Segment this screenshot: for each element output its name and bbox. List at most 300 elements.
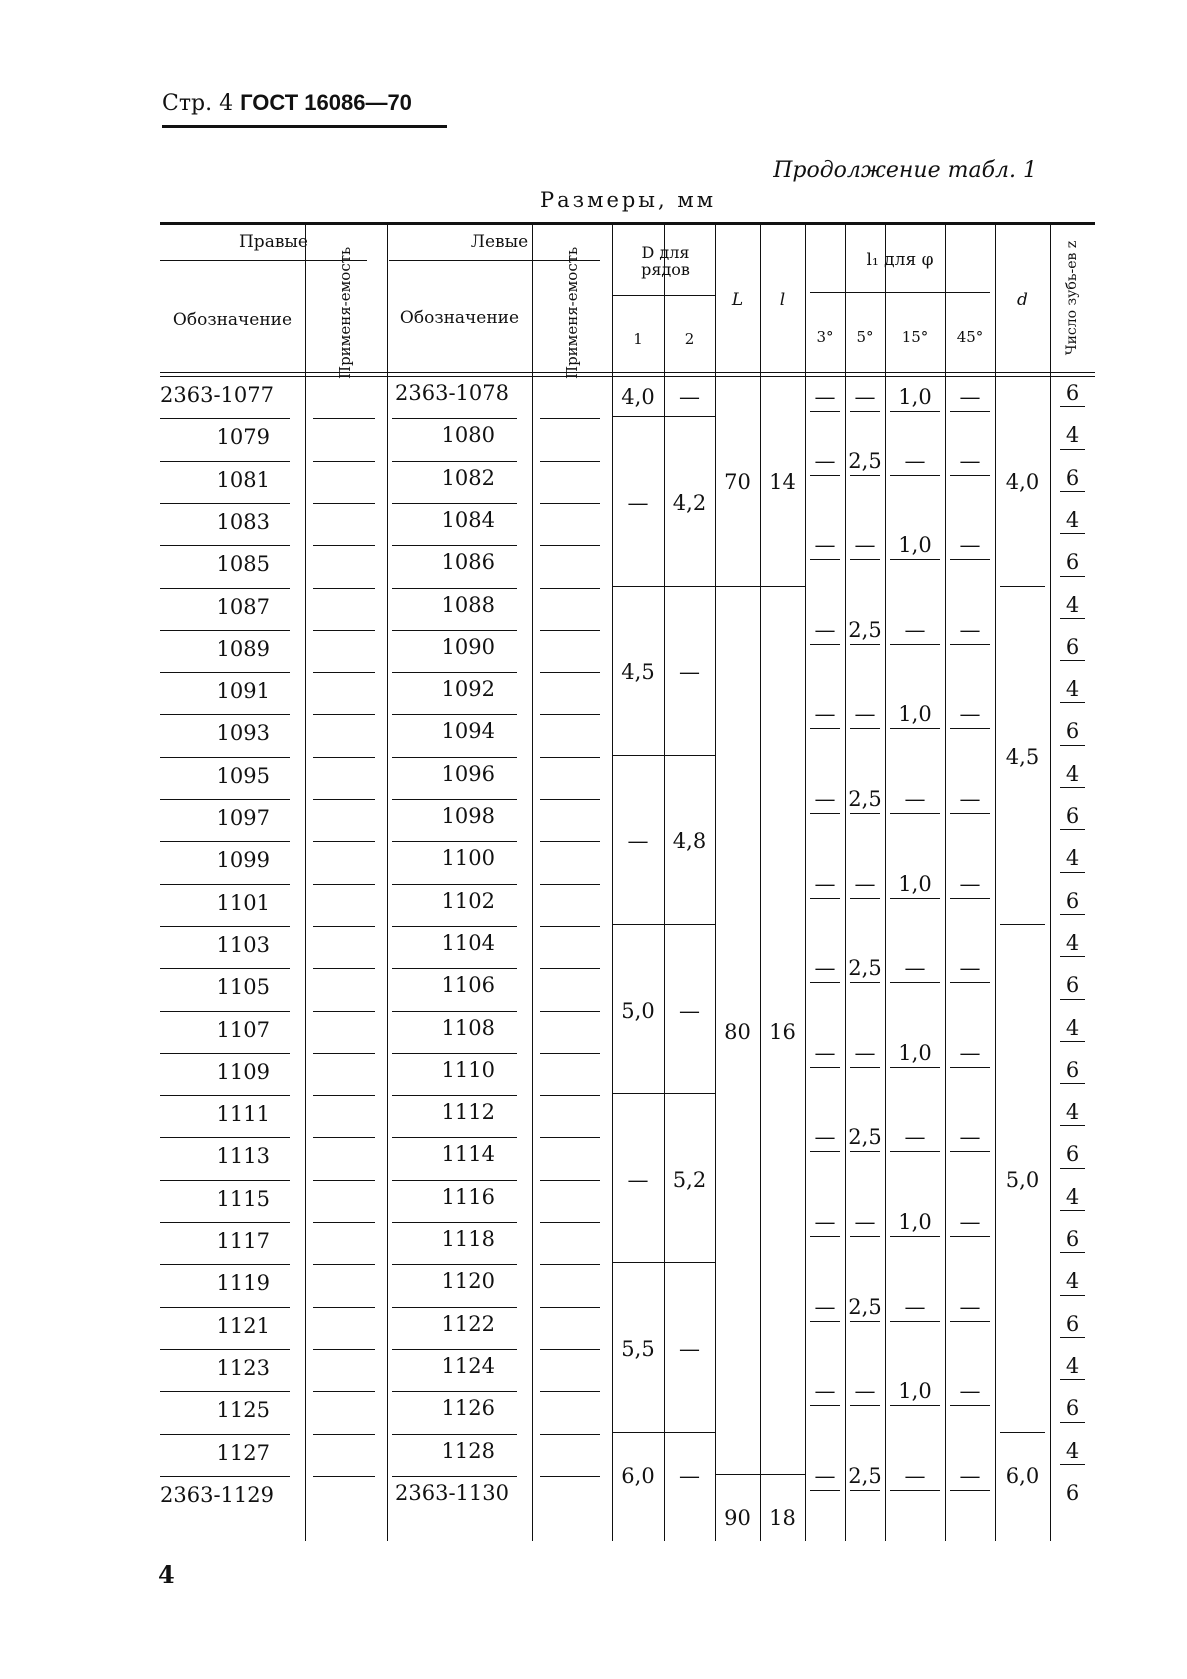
row-underline-right: [160, 545, 290, 546]
row-underline-left-app: [540, 461, 600, 462]
left-designation: 2363-1078: [395, 381, 509, 405]
column-divider: [387, 225, 388, 1541]
row-underline-left-app: [540, 1264, 600, 1265]
angle-cell-rule: [950, 1236, 990, 1237]
l-value: 18: [769, 1506, 796, 1531]
right-designation: 1081: [216, 467, 270, 492]
right-designation: 1093: [216, 721, 270, 746]
row-underline-right-app: [313, 714, 375, 715]
row-underline-right-app: [313, 545, 375, 546]
angle-cell-rule: [850, 982, 880, 983]
row-underline-right: [160, 926, 290, 927]
angle-cell-rule: [850, 1067, 880, 1068]
angle-a3-value: —: [814, 956, 836, 981]
angle-a45-value: —: [959, 871, 981, 896]
angle-cell-rule: [810, 728, 840, 729]
teeth-count: 4: [1065, 592, 1080, 617]
row-underline-right-app: [313, 1095, 375, 1096]
angle-a5-value: —: [854, 1379, 876, 1404]
row-underline-right: [160, 968, 290, 969]
angle-a3-value: —: [814, 1294, 836, 1319]
header-3deg: 3°: [816, 328, 834, 346]
angle-a3-value: —: [814, 1463, 836, 1488]
right-designation: 1117: [216, 1229, 270, 1253]
right-designation: 1103: [216, 932, 270, 957]
row-underline-left-app: [540, 968, 600, 969]
row-underline-right: [160, 1434, 290, 1435]
angle-a45-value: —: [959, 1379, 981, 1404]
row-underline-left: [392, 1476, 517, 1477]
angle-a5-value: 2,5: [848, 617, 882, 642]
teeth-count: 4: [1065, 507, 1080, 532]
angle-a3-value: —: [814, 617, 836, 642]
row-underline-teeth: [1060, 660, 1085, 661]
row-underline-teeth: [1060, 1379, 1085, 1380]
row-underline-right: [160, 1391, 290, 1392]
right-designation: 2363-1077: [160, 383, 274, 407]
left-designation: 1104: [441, 930, 495, 955]
teeth-count: 6: [1065, 1227, 1080, 1251]
row-underline-left: [392, 503, 517, 504]
angle-cell-rule: [890, 898, 940, 899]
d-group-rule: [612, 755, 715, 756]
teeth-count: 6: [1065, 465, 1080, 490]
left-designation: 1124: [441, 1353, 495, 1378]
d-row1-value: 4,0: [621, 385, 655, 410]
l1-header-rule: [810, 292, 990, 293]
teeth-count: 4: [1065, 1015, 1080, 1040]
right-designation: 1127: [216, 1440, 270, 1465]
header-5deg: 5°: [856, 328, 874, 346]
angle-cell-rule: [810, 1236, 840, 1237]
d-row2-value: —: [679, 998, 700, 1023]
column-divider: [760, 225, 761, 1541]
angle-cell-rule: [890, 411, 940, 412]
page-number: 4: [158, 1560, 175, 1589]
row-underline-left: [392, 545, 517, 546]
angle-cell-rule: [950, 475, 990, 476]
angle-a3-value: —: [814, 1379, 836, 1404]
d-group-rule: [612, 924, 715, 925]
row-underline-left: [392, 418, 517, 419]
row-underline-right-app: [313, 757, 375, 758]
teeth-count: 4: [1065, 423, 1080, 448]
angle-a15-value: —: [904, 617, 926, 642]
header-applicability-left: Применя-емость: [563, 246, 581, 379]
row-underline-right-app: [313, 630, 375, 631]
d-row2-value: —: [679, 385, 700, 410]
header-l: l: [779, 290, 786, 310]
angle-cell-rule: [950, 1405, 990, 1406]
angle-a15-value: —: [904, 1294, 926, 1319]
angle-cell-rule: [890, 475, 940, 476]
row-underline-teeth: [1060, 406, 1085, 407]
d-row1-value: 6,0: [621, 1463, 655, 1488]
right-designation: 1107: [216, 1017, 270, 1042]
angle-cell-rule: [950, 728, 990, 729]
row-underline-right: [160, 799, 290, 800]
angle-a3-value: —: [814, 1040, 836, 1065]
row-underline-teeth: [1060, 491, 1085, 492]
right-designation: 1119: [216, 1271, 270, 1296]
row-underline-right-app: [313, 1307, 375, 1308]
row-underline-right-app: [313, 1180, 375, 1181]
standard-number: ГОСТ 16086—70: [240, 90, 412, 115]
angle-cell-rule: [950, 1490, 990, 1491]
header-applicability-right: Применя-емость: [336, 246, 354, 379]
row-underline-left: [392, 1222, 517, 1223]
row-underline-teeth: [1060, 914, 1085, 915]
units-label: Размеры, мм: [540, 188, 717, 212]
row-underline-left: [392, 1264, 517, 1265]
angle-cell-rule: [950, 813, 990, 814]
row-underline-left: [392, 1011, 517, 1012]
row-underline-right: [160, 884, 290, 885]
angle-a15-value: 1,0: [898, 533, 932, 558]
angle-cell-rule: [950, 982, 990, 983]
angle-a5-value: 2,5: [848, 1125, 882, 1150]
row-underline-teeth: [1060, 1337, 1085, 1338]
angle-cell-rule: [890, 559, 940, 560]
angle-a5-value: 2,5: [848, 1294, 882, 1319]
left-designation: 1082: [441, 465, 495, 490]
angle-cell-rule: [810, 1321, 840, 1322]
teeth-count: 6: [1065, 1057, 1080, 1082]
left-designation: 2363-1130: [395, 1480, 509, 1505]
angle-cell-rule: [850, 411, 880, 412]
left-designation: 1098: [441, 804, 495, 828]
row-underline-teeth: [1060, 999, 1085, 1000]
left-designation: 1116: [441, 1184, 495, 1209]
header-bottom-rule-2: [160, 376, 1095, 377]
angle-a5-value: —: [854, 385, 876, 410]
row-underline-teeth: [1060, 702, 1085, 703]
header-45deg: 45°: [956, 328, 984, 346]
L-value: 70: [724, 469, 751, 494]
angle-cell-rule: [890, 1067, 940, 1068]
angle-a45-value: —: [959, 787, 981, 811]
left-designation: 1122: [441, 1311, 495, 1336]
angle-cell-rule: [890, 1490, 940, 1491]
d-value: 4,0: [1005, 469, 1040, 494]
angle-a3-value: —: [814, 871, 836, 896]
row-underline-left-app: [540, 1391, 600, 1392]
row-underline-right-app: [313, 884, 375, 885]
header-row-2: 2: [684, 330, 695, 348]
row-underline-right-app: [313, 1434, 375, 1435]
teeth-count: 6: [1065, 973, 1080, 998]
left-designation: 1096: [441, 761, 495, 786]
d-row2-value: 4,2: [672, 490, 707, 515]
left-designation: 1118: [441, 1227, 495, 1251]
angle-a5-value: —: [854, 533, 876, 558]
header-teeth: Число зубь-ев z: [1064, 240, 1080, 356]
row-underline-right: [160, 714, 290, 715]
left-designation: 1110: [441, 1057, 495, 1082]
row-underline-left: [392, 757, 517, 758]
angle-cell-rule: [810, 644, 840, 645]
angle-cell-rule: [850, 475, 880, 476]
left-designation: 1090: [441, 634, 495, 659]
row-underline-left: [392, 672, 517, 673]
header-designation-left: Обозначение: [399, 308, 520, 328]
angle-a45-value: —: [959, 1125, 981, 1150]
teeth-count: 4: [1065, 1353, 1080, 1378]
row-underline-teeth: [1060, 787, 1085, 788]
l-value: 16: [769, 1019, 796, 1044]
row-underline-left: [392, 1434, 517, 1435]
d-row1-value: 5,0: [621, 998, 655, 1023]
d-row1-value: 4,5: [621, 660, 655, 685]
right-designation: 2363-1129: [160, 1482, 274, 1507]
row-underline-right-app: [313, 1349, 375, 1350]
row-underline-right: [160, 1222, 290, 1223]
row-underline-teeth: [1060, 1464, 1085, 1465]
angle-cell-rule: [810, 1490, 840, 1491]
d-value: 4,5: [1005, 744, 1040, 769]
teeth-count: 6: [1065, 888, 1080, 913]
right-designation: 1085: [216, 552, 270, 577]
teeth-count: 4: [1065, 1184, 1080, 1209]
right-designation: 1089: [216, 636, 270, 661]
row-underline-left-app: [540, 1307, 600, 1308]
row-underline-right-app: [313, 1476, 375, 1477]
right-designation: 1097: [216, 806, 270, 830]
d-group-rule: [612, 416, 715, 417]
row-underline-right: [160, 1307, 290, 1308]
header-15deg: 15°: [901, 328, 929, 346]
angle-cell-rule: [890, 1236, 940, 1237]
row-underline-right-app: [313, 841, 375, 842]
angle-a15-value: —: [904, 448, 926, 473]
angle-a45-value: —: [959, 956, 981, 981]
row-underline-left: [392, 841, 517, 842]
row-underline-right: [160, 1011, 290, 1012]
angle-a15-value: 1,0: [898, 702, 932, 727]
row-underline-left-app: [540, 630, 600, 631]
angle-a15-value: —: [904, 1463, 926, 1488]
d-value: 6,0: [1005, 1463, 1040, 1488]
left-designation: 1080: [441, 423, 495, 448]
row-underline-left-app: [540, 1476, 600, 1477]
row-underline-right: [160, 841, 290, 842]
teeth-count: 6: [1065, 381, 1080, 405]
row-underline-teeth: [1060, 449, 1085, 450]
angle-a5-value: 2,5: [848, 956, 882, 981]
row-underline-teeth: [1060, 618, 1085, 619]
angle-cell-rule: [890, 1405, 940, 1406]
angle-cell-rule: [810, 982, 840, 983]
row-underline-right-app: [313, 588, 375, 589]
angle-cell-rule: [850, 898, 880, 899]
right-designation: 1123: [216, 1355, 270, 1380]
L-value: 90: [724, 1506, 751, 1531]
angle-cell-rule: [950, 898, 990, 899]
angle-a5-value: 2,5: [848, 787, 882, 811]
row-underline-teeth: [1060, 1125, 1085, 1126]
row-underline-left-app: [540, 1053, 600, 1054]
row-underline-right: [160, 1476, 290, 1477]
angle-cell-rule: [850, 813, 880, 814]
row-underline-left-app: [540, 1137, 600, 1138]
table-top-rule: [160, 222, 1095, 225]
angle-cell-rule: [810, 559, 840, 560]
row-underline-right-app: [313, 461, 375, 462]
angle-cell-rule: [890, 1151, 940, 1152]
teeth-count: 6: [1065, 1396, 1080, 1421]
angle-a3-value: —: [814, 787, 836, 811]
header-right: Правые: [238, 232, 308, 252]
angle-a15-value: 1,0: [898, 1210, 932, 1234]
angle-a45-value: —: [959, 385, 981, 410]
row-underline-right: [160, 1180, 290, 1181]
header-d-for-rows: D для рядов: [641, 243, 690, 279]
angle-cell-rule: [810, 1405, 840, 1406]
left-designation: 1086: [441, 550, 495, 575]
angle-a45-value: —: [959, 1210, 981, 1234]
row-underline-left-app: [540, 714, 600, 715]
angle-a45-value: —: [959, 448, 981, 473]
row-underline-right-app: [313, 1053, 375, 1054]
row-underline-left-app: [540, 1095, 600, 1096]
row-underline-teeth: [1060, 1083, 1085, 1084]
right-designation: 1115: [216, 1186, 270, 1211]
column-divider: [532, 225, 533, 1541]
row-underline-left: [392, 1180, 517, 1181]
angle-a3-value: —: [814, 1210, 836, 1234]
angle-cell-rule: [890, 728, 940, 729]
d-group-rule: [1000, 1432, 1045, 1433]
row-underline-left: [392, 1095, 517, 1096]
angle-a15-value: 1,0: [898, 1040, 932, 1065]
left-designation: 1084: [441, 507, 495, 532]
teeth-count: 4: [1065, 761, 1080, 786]
d-group-rule: [612, 1093, 715, 1094]
row-underline-right: [160, 1053, 290, 1054]
angle-cell-rule: [950, 1151, 990, 1152]
right-designation: 1113: [216, 1144, 270, 1169]
angle-cell-rule: [850, 728, 880, 729]
header-L: L: [731, 290, 744, 310]
row-underline-left: [392, 714, 517, 715]
angle-a15-value: —: [904, 956, 926, 981]
row-underline-right: [160, 461, 290, 462]
d-row1-value: 5,5: [621, 1336, 655, 1361]
angle-a15-value: 1,0: [898, 1379, 932, 1404]
left-designation: 1102: [441, 888, 495, 913]
d-group-rule: [1000, 924, 1045, 925]
row-underline-right-app: [313, 1222, 375, 1223]
angle-cell-rule: [850, 1405, 880, 1406]
left-designation: 1092: [441, 677, 495, 702]
angle-cell-rule: [850, 644, 880, 645]
row-underline-right-app: [313, 968, 375, 969]
d-row2-value: 4,8: [672, 829, 707, 854]
d-row1-value: —: [627, 490, 649, 515]
column-divider: [715, 225, 716, 1541]
L-group-rule: [715, 1474, 805, 1475]
row-underline-teeth: [1060, 745, 1085, 746]
angle-cell-rule: [810, 813, 840, 814]
angle-a3-value: —: [814, 1125, 836, 1150]
row-underline-left-app: [540, 1434, 600, 1435]
row-underline-left-app: [540, 545, 600, 546]
row-underline-left-app: [540, 672, 600, 673]
d-row1-value: —: [627, 1167, 649, 1192]
teeth-count: 6: [1065, 1142, 1080, 1167]
angle-a15-value: —: [904, 1125, 926, 1150]
right-designation: 1109: [216, 1059, 270, 1084]
right-designation: 1087: [216, 594, 270, 619]
column-divider: [305, 225, 306, 1541]
row-underline-right-app: [313, 1391, 375, 1392]
angle-a5-value: —: [854, 1040, 876, 1065]
row-underline-left-app: [540, 418, 600, 419]
row-underline-left-app: [540, 757, 600, 758]
right-designation: 1101: [216, 890, 270, 915]
angle-a45-value: —: [959, 1294, 981, 1319]
row-underline-left: [392, 1391, 517, 1392]
right-designation: 1091: [216, 679, 270, 704]
left-designation: 1128: [441, 1438, 495, 1463]
d-row2-value: —: [679, 1336, 700, 1361]
left-designation: 1112: [441, 1100, 495, 1125]
angle-cell-rule: [810, 1151, 840, 1152]
right-designation: 1095: [216, 763, 270, 788]
angle-a15-value: 1,0: [898, 385, 932, 410]
d-group-rule: [1000, 586, 1045, 587]
L-value: 80: [724, 1019, 751, 1044]
row-underline-teeth: [1060, 956, 1085, 957]
teeth-count: 4: [1065, 1269, 1080, 1294]
row-underline-right-app: [313, 799, 375, 800]
teeth-count: 4: [1065, 677, 1080, 702]
angle-cell-rule: [890, 982, 940, 983]
left-designation: 1094: [441, 719, 495, 744]
L-group-rule: [715, 586, 805, 587]
left-designation: 1108: [441, 1015, 495, 1040]
d-row2-value: 5,2: [672, 1167, 707, 1192]
angle-a5-value: —: [854, 702, 876, 727]
row-underline-teeth: [1060, 829, 1085, 830]
column-divider: [995, 225, 996, 1541]
continuation-label: Продолжение табл. 1: [773, 158, 1037, 183]
angle-cell-rule: [950, 559, 990, 560]
angle-a3-value: —: [814, 702, 836, 727]
page-header: [162, 90, 412, 116]
row-underline-teeth: [1060, 1210, 1085, 1211]
row-underline-left: [392, 1053, 517, 1054]
teeth-count: 4: [1065, 1438, 1080, 1463]
row-underline-left: [392, 1137, 517, 1138]
d-group-rule: [612, 586, 715, 587]
row-underline-right-app: [313, 1264, 375, 1265]
header-d: d: [1017, 290, 1028, 310]
row-underline-right-app: [313, 418, 375, 419]
angle-a45-value: —: [959, 1040, 981, 1065]
angle-a45-value: —: [959, 617, 981, 642]
row-underline-teeth: [1060, 576, 1085, 577]
row-underline-left-app: [540, 926, 600, 927]
angle-cell-rule: [890, 1321, 940, 1322]
right-designation: 1079: [216, 425, 270, 450]
angle-cell-rule: [950, 411, 990, 412]
row-underline-right: [160, 1137, 290, 1138]
row-underline-teeth: [1060, 1252, 1085, 1253]
angle-cell-rule: [810, 898, 840, 899]
angle-a3-value: —: [814, 448, 836, 473]
row-underline-left-app: [540, 588, 600, 589]
